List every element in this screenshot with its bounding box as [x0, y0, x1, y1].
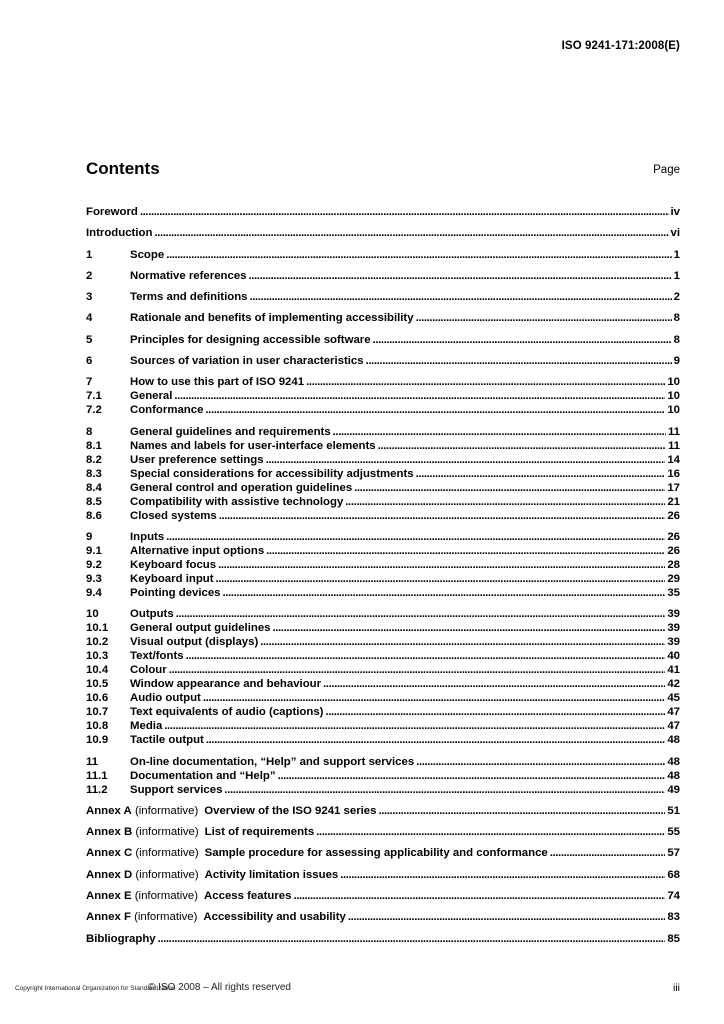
section-number: 3 — [86, 291, 93, 304]
toc-group — [86, 530, 680, 600]
section-page-number: 47 — [667, 720, 680, 733]
dot-leader — [249, 269, 672, 283]
dot-leader — [378, 804, 665, 818]
toc-group — [86, 868, 680, 882]
dot-leader — [219, 509, 666, 523]
section-title: Window appearance and behaviour — [130, 678, 322, 691]
section-number: 2 — [86, 269, 93, 282]
section-title: Sample procedure for assessing applicability and conformance — [204, 847, 548, 860]
section-title: General guidelines and requirements — [130, 425, 331, 438]
dot-leader — [366, 354, 672, 368]
section-page-number: 16 — [667, 467, 680, 480]
section-page-number: 48 — [667, 734, 680, 747]
section-number: 8.1 — [86, 439, 102, 452]
toc-entry[interactable] — [86, 586, 680, 600]
section-title: List of requirements — [204, 826, 315, 839]
section-title: On-line documentation, “Help” and support services — [130, 755, 415, 768]
section-number: 10.6 — [86, 692, 109, 705]
section-page-number: iv — [670, 206, 680, 218]
dot-leader — [354, 481, 665, 495]
dot-leader — [550, 846, 666, 860]
section-page-number: 35 — [667, 586, 680, 599]
dot-leader — [266, 544, 665, 558]
section-page-number: 39 — [667, 636, 680, 649]
section-page-number: 26 — [667, 544, 680, 557]
section-page-number: 10 — [667, 404, 680, 417]
section-number: 10.3 — [86, 650, 109, 663]
section-number: 7.1 — [86, 390, 102, 403]
section-number: 6 — [86, 355, 93, 368]
dot-leader — [416, 755, 665, 769]
toc-entry[interactable] — [86, 691, 680, 705]
section-page-number: 17 — [667, 481, 680, 494]
section-title: Keyboard focus — [130, 558, 217, 571]
dot-leader — [273, 621, 666, 635]
section-title: Accessibility and usability — [203, 911, 346, 924]
section-number: 8.3 — [86, 467, 102, 480]
toc-entry[interactable] — [86, 509, 680, 523]
page-column-label: Page — [653, 164, 680, 176]
section-title: General output guidelines — [130, 622, 271, 635]
toc-entry[interactable] — [86, 705, 680, 719]
toc-entry[interactable] — [86, 354, 680, 368]
table-of-contents — [86, 205, 680, 953]
annex-informative-label: (informative) — [134, 911, 198, 924]
section-title: Visual output (displays) — [130, 636, 259, 649]
toc-entry[interactable] — [86, 269, 680, 283]
section-title: Colour — [130, 664, 167, 677]
section-page-number: 55 — [667, 826, 680, 839]
document-identifier: ISO 9241-171:2008(E) — [561, 40, 680, 52]
section-title: Compatibility with assistive technology — [130, 495, 344, 508]
section-number: 10 — [86, 608, 99, 621]
dot-leader — [176, 607, 666, 621]
section-title: Outputs — [130, 608, 174, 621]
section-page-number: 83 — [667, 911, 680, 924]
section-number: 11 — [86, 755, 99, 768]
dot-leader — [224, 783, 665, 797]
annex-label: Annex D — [86, 868, 133, 881]
dot-leader — [348, 910, 665, 924]
toc-entry[interactable] — [86, 290, 680, 304]
toc-entry[interactable] — [86, 572, 680, 586]
section-title: Text/fonts — [130, 650, 184, 663]
section-title: Documentation and “Help” — [130, 769, 276, 782]
copyright-notice: © ISO 2008 – All rights reserved — [148, 982, 291, 993]
toc-entry[interactable] — [86, 733, 680, 747]
dot-leader — [340, 868, 665, 882]
toc-entry[interactable] — [86, 868, 680, 882]
toc-group — [86, 375, 680, 417]
dot-leader — [223, 586, 666, 600]
section-title: Introduction — [86, 227, 153, 240]
annex-label: Annex A — [86, 804, 132, 817]
section-title: Text equivalents of audio (captions) — [130, 706, 324, 719]
toc-entry[interactable] — [86, 467, 680, 481]
toc-entry[interactable] — [86, 783, 680, 797]
section-page-number: 48 — [667, 755, 680, 768]
section-number: 8.6 — [86, 509, 102, 522]
section-number: 10.8 — [86, 720, 109, 733]
section-title: General control and operation guidelines — [130, 481, 353, 494]
toc-entry[interactable] — [86, 248, 680, 262]
section-number: 10.5 — [86, 678, 109, 691]
toc-entry[interactable] — [86, 544, 680, 558]
dot-leader — [203, 691, 665, 705]
section-title: Principles for designing accessible software — [130, 333, 371, 346]
section-page-number: 40 — [667, 650, 680, 663]
dot-leader — [166, 248, 671, 262]
section-title: Access features — [204, 890, 292, 903]
section-title: Scope — [130, 248, 165, 261]
annex-informative-label: (informative) — [135, 826, 199, 839]
toc-group — [86, 248, 680, 262]
toc-group — [86, 825, 680, 839]
toc-entry[interactable] — [86, 889, 680, 903]
section-page-number: 26 — [667, 509, 680, 522]
toc-entry[interactable] — [86, 846, 680, 860]
section-title: User preference settings — [130, 453, 264, 466]
toc-group — [86, 932, 680, 946]
toc-entry[interactable] — [86, 389, 680, 403]
toc-group — [86, 804, 680, 818]
dot-leader — [216, 572, 666, 586]
annex-label: Annex B — [86, 826, 133, 839]
section-page-number: 21 — [667, 495, 680, 508]
toc-group — [86, 311, 680, 325]
toc-entry[interactable] — [86, 804, 680, 818]
toc-entry[interactable] — [86, 755, 680, 769]
toc-group — [86, 607, 680, 747]
dot-leader — [345, 495, 665, 509]
section-title: General — [130, 390, 173, 403]
annex-label: Annex E — [86, 890, 132, 903]
section-title: Sources of variation in user characteristics — [130, 355, 364, 368]
section-number: 10.1 — [86, 622, 109, 635]
section-page-number: 41 — [667, 664, 680, 677]
section-number: 8.4 — [86, 481, 102, 494]
section-title: Overview of the ISO 9241 series — [204, 804, 377, 817]
toc-entry[interactable] — [86, 558, 680, 572]
section-page-number: 49 — [667, 783, 680, 796]
section-number: 9.1 — [86, 544, 102, 557]
section-title: Rationale and benefits of implementing accessibility — [130, 312, 414, 325]
dot-leader — [206, 733, 666, 747]
dot-leader — [218, 558, 665, 572]
section-title: Keyboard input — [130, 572, 214, 585]
section-page-number: 1 — [673, 248, 680, 261]
toc-entry[interactable] — [86, 375, 680, 389]
annex-label: Annex F — [86, 911, 131, 924]
section-number: 9.4 — [86, 586, 102, 599]
section-page-number: 28 — [667, 558, 680, 571]
section-page-number: 45 — [667, 692, 680, 705]
toc-entry[interactable] — [86, 635, 680, 649]
section-number: 11.2 — [86, 783, 108, 796]
toc-entry[interactable] — [86, 769, 680, 783]
section-page-number: 51 — [667, 804, 680, 817]
section-number: 5 — [86, 333, 93, 346]
toc-entry[interactable] — [86, 607, 680, 621]
dot-leader — [278, 769, 666, 783]
dot-leader — [166, 530, 665, 544]
section-page-number: 10 — [667, 376, 680, 389]
annex-informative-label: (informative) — [134, 804, 199, 817]
copyright-watermark: Copyright International Organization for Standardization — [15, 985, 176, 992]
section-number: 8.2 — [86, 453, 102, 466]
section-title: Alternative input options — [130, 544, 265, 557]
section-page-number: 8 — [673, 333, 680, 346]
section-number: 4 — [86, 312, 93, 325]
toc-entry[interactable] — [86, 453, 680, 467]
section-title: Audio output — [130, 692, 201, 705]
toc-group — [86, 205, 680, 219]
dot-leader — [186, 649, 666, 663]
dot-leader — [250, 290, 672, 304]
dot-leader — [373, 333, 672, 347]
toc-group — [86, 333, 680, 347]
dot-leader — [158, 932, 666, 946]
section-number: 10.4 — [86, 664, 109, 677]
section-page-number: 47 — [667, 706, 680, 719]
section-page-number: 39 — [667, 608, 680, 621]
section-title: Bibliography — [86, 932, 156, 945]
section-page-number: 42 — [667, 678, 680, 691]
toc-group — [86, 755, 680, 797]
section-title: Inputs — [130, 530, 165, 543]
section-page-number: 14 — [667, 453, 680, 466]
dot-leader — [154, 226, 668, 240]
toc-entry[interactable] — [86, 621, 680, 635]
section-page-number: 26 — [667, 530, 680, 543]
dot-leader — [174, 389, 665, 403]
toc-entry[interactable] — [86, 439, 680, 453]
section-title: How to use this part of ISO 9241 — [130, 376, 305, 389]
section-number: 1 — [86, 248, 93, 261]
toc-entry[interactable] — [86, 910, 680, 924]
section-number: 11.1 — [86, 769, 108, 782]
toc-entry[interactable] — [86, 495, 680, 509]
section-page-number: 10 — [667, 390, 680, 403]
dot-leader — [205, 403, 665, 417]
annex-informative-label: (informative) — [135, 868, 199, 881]
section-title: Support services — [130, 783, 223, 796]
dot-leader — [260, 635, 665, 649]
toc-entry[interactable] — [86, 677, 680, 691]
toc-entry[interactable] — [86, 719, 680, 733]
toc-entry[interactable] — [86, 311, 680, 325]
page-number: iii — [673, 982, 680, 994]
toc-group — [86, 910, 680, 924]
section-number: 9.3 — [86, 572, 102, 585]
annex-label: Annex C — [86, 847, 133, 860]
dot-leader — [266, 453, 666, 467]
dot-leader — [333, 425, 666, 439]
toc-entry[interactable] — [86, 932, 680, 946]
section-number: 7.2 — [86, 404, 102, 417]
section-page-number: 11 — [667, 425, 680, 438]
section-page-number: 11 — [667, 439, 680, 452]
section-title: Conformance — [130, 404, 204, 417]
toc-entry[interactable] — [86, 530, 680, 544]
section-page-number: 48 — [667, 769, 680, 782]
toc-entry[interactable] — [86, 205, 680, 219]
section-number: 10.7 — [86, 706, 109, 719]
section-number: 8.5 — [86, 495, 102, 508]
section-title: Special considerations for accessibility adjustments — [130, 467, 414, 480]
section-page-number: 39 — [667, 622, 680, 635]
toc-entry[interactable] — [86, 333, 680, 347]
section-page-number: 29 — [667, 572, 680, 585]
toc-group — [86, 846, 680, 860]
section-number: 7 — [86, 376, 93, 389]
dot-leader — [378, 439, 666, 453]
toc-group — [86, 226, 680, 240]
annex-informative-label: (informative) — [134, 890, 199, 903]
toc-entry[interactable] — [86, 226, 680, 240]
section-title: Foreword — [86, 206, 138, 218]
toc-entry[interactable] — [86, 481, 680, 495]
toc-group — [86, 889, 680, 903]
section-title: Closed systems — [130, 509, 217, 522]
dot-leader — [306, 375, 665, 389]
toc-entry[interactable] — [86, 403, 680, 417]
section-page-number: 57 — [667, 847, 680, 860]
toc-entry[interactable] — [86, 663, 680, 677]
section-number: 9 — [86, 530, 93, 543]
toc-group — [86, 354, 680, 368]
section-page-number: 2 — [673, 291, 680, 304]
section-title: Normative references — [130, 269, 247, 282]
dot-leader — [323, 677, 665, 691]
section-title: Terms and definitions — [130, 291, 248, 304]
dot-leader — [416, 311, 672, 325]
toc-entry[interactable] — [86, 649, 680, 663]
section-page-number: 1 — [673, 269, 680, 282]
dot-leader — [416, 467, 666, 481]
section-number: 8 — [86, 425, 93, 438]
toc-group — [86, 290, 680, 304]
section-number: 10.2 — [86, 636, 109, 649]
contents-heading: Contents — [86, 159, 160, 178]
section-title: Pointing devices — [130, 586, 221, 599]
dot-leader — [140, 205, 669, 219]
section-page-number: 8 — [673, 312, 680, 325]
section-title: Media — [130, 720, 163, 733]
section-page-number: vi — [670, 227, 680, 240]
dot-leader — [316, 825, 665, 839]
dot-leader — [164, 719, 665, 733]
section-page-number: 85 — [667, 932, 680, 945]
toc-group — [86, 425, 680, 523]
dot-leader — [169, 663, 666, 677]
annex-informative-label: (informative) — [135, 847, 199, 860]
dot-leader — [293, 889, 665, 903]
section-title: Activity limitation issues — [204, 868, 339, 881]
section-title: Tactile output — [130, 734, 204, 747]
section-title: Names and labels for user-interface elements — [130, 439, 376, 452]
section-page-number: 74 — [667, 890, 680, 903]
toc-entry[interactable] — [86, 825, 680, 839]
section-number: 9.2 — [86, 558, 102, 571]
section-number: 10.9 — [86, 734, 109, 747]
section-page-number: 68 — [667, 868, 680, 881]
toc-group — [86, 269, 680, 283]
section-page-number: 9 — [673, 355, 680, 368]
toc-entry[interactable] — [86, 425, 680, 439]
dot-leader — [325, 705, 665, 719]
